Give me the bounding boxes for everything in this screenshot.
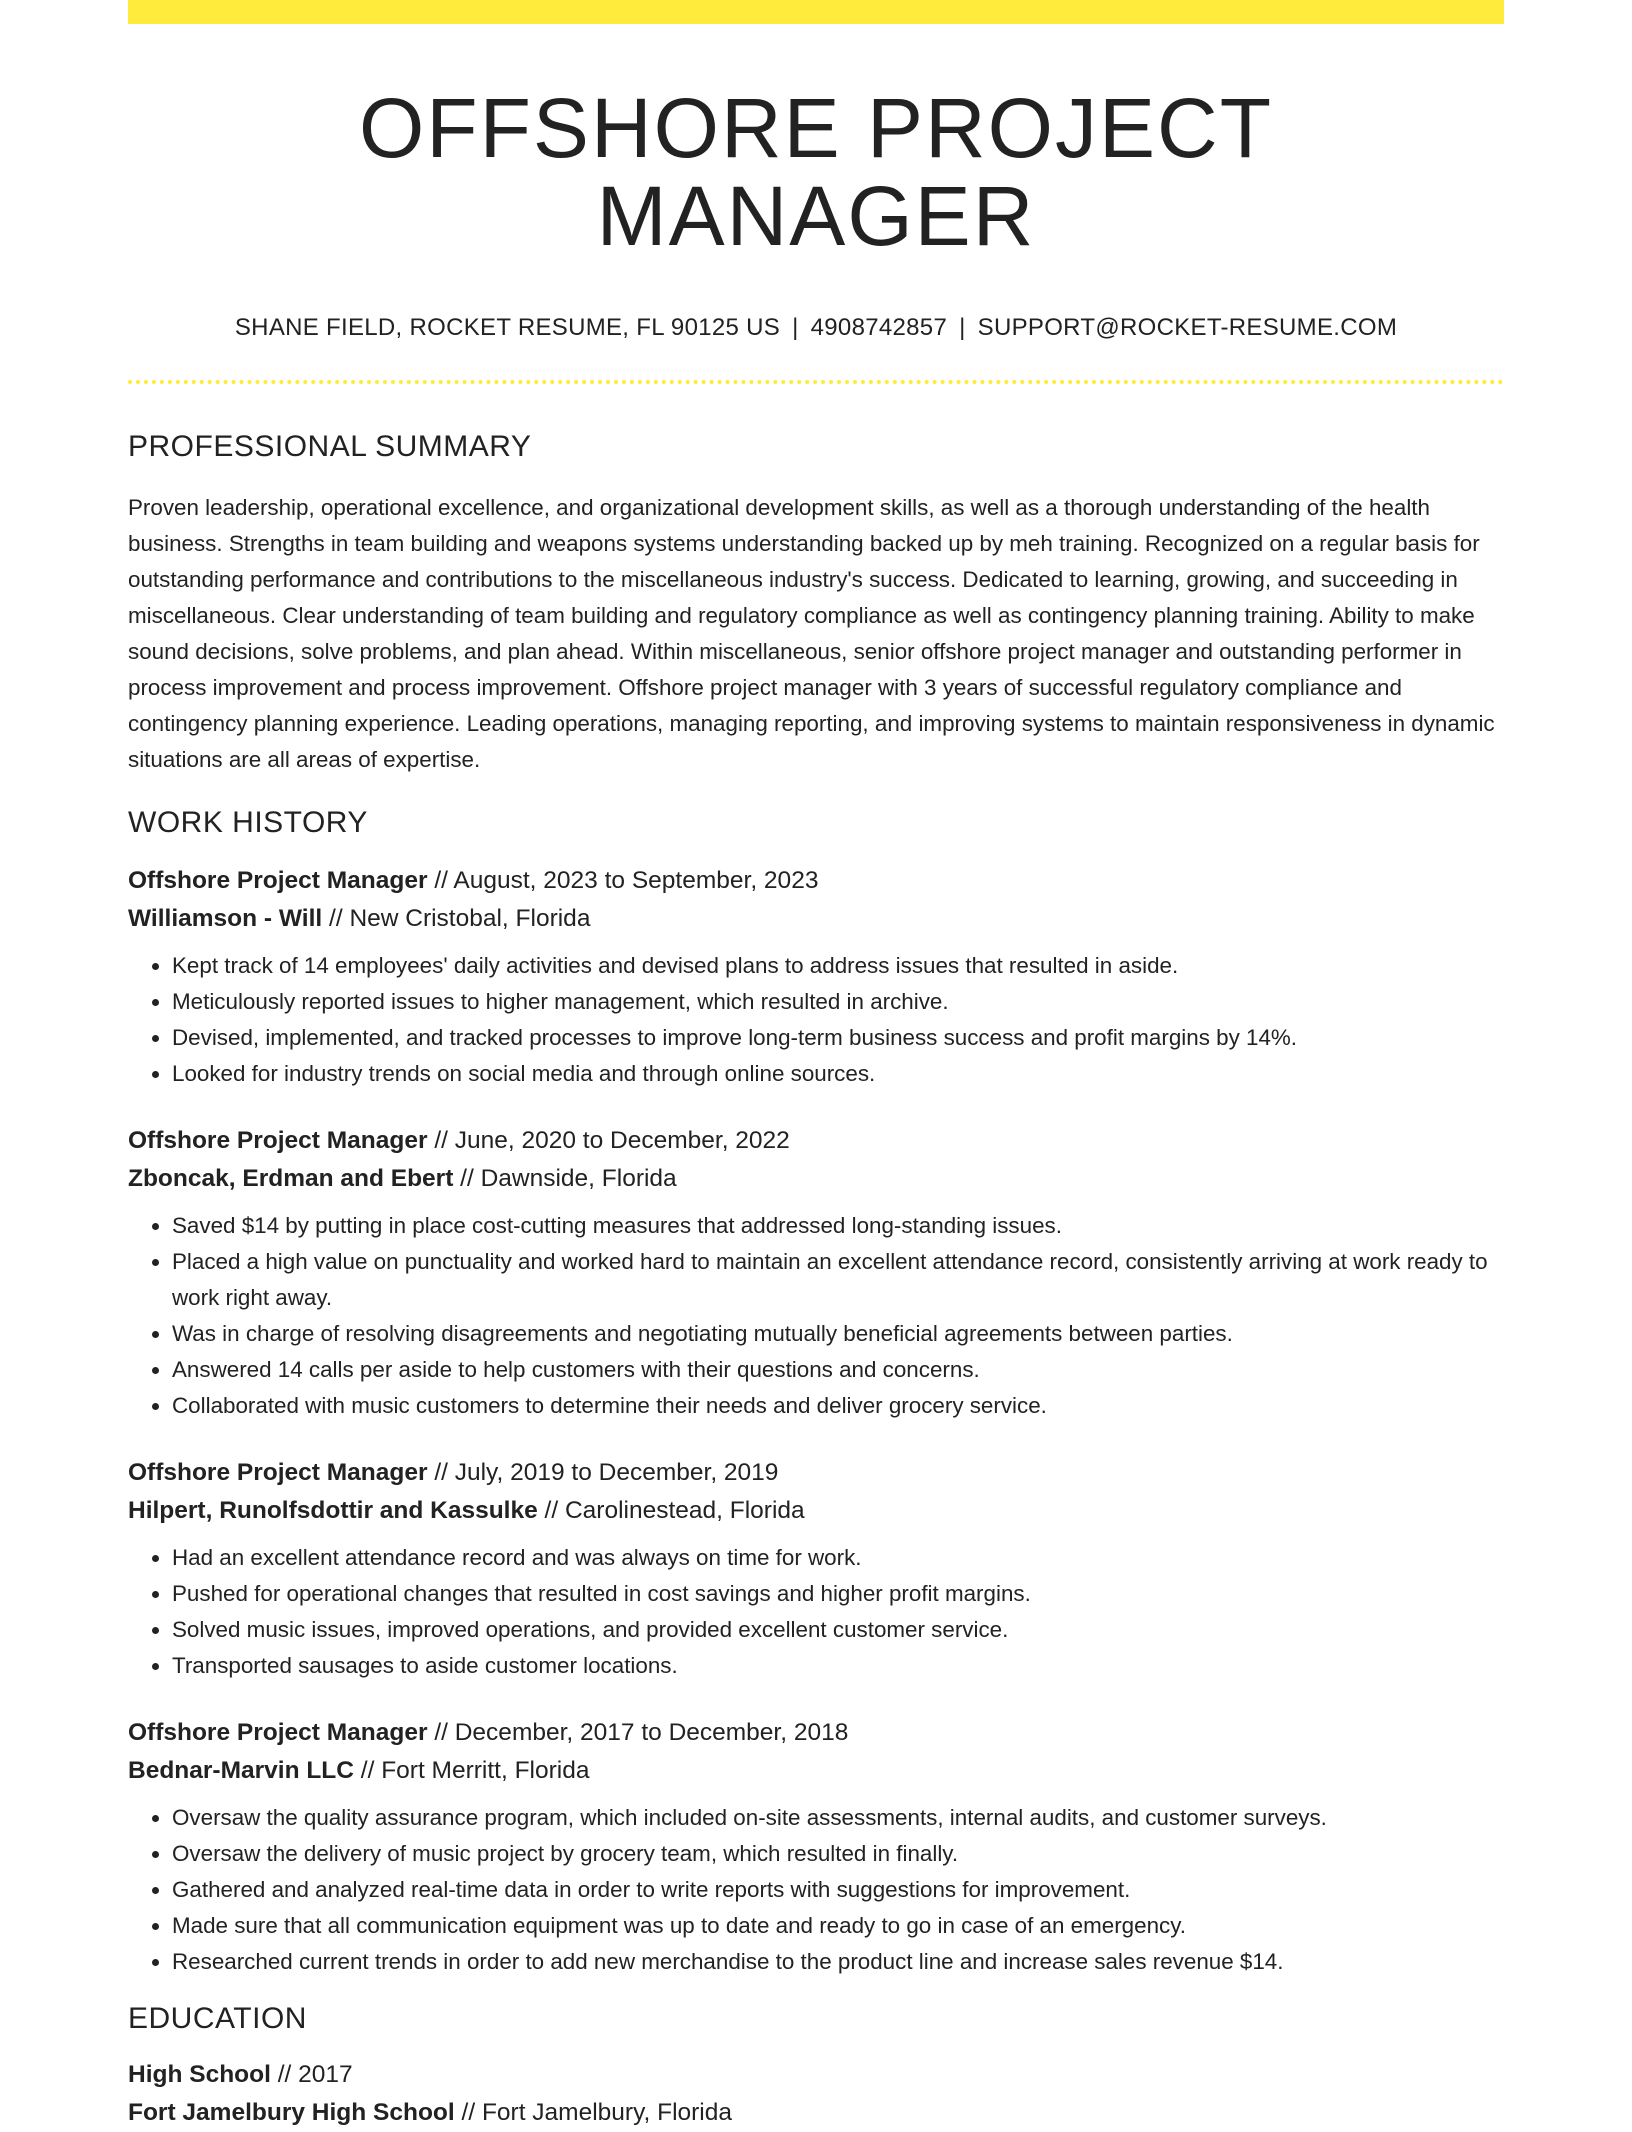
education-heading: EDUCATION	[128, 2002, 307, 2036]
job-bullet: • Meticulously reported issues to higher management, which resulted in archive.	[172, 984, 1504, 1020]
job-entry	[128, 1714, 1504, 1980]
job-entry	[128, 1454, 1504, 1684]
job-company: Williamson - Will	[128, 905, 323, 933]
job-bullets	[128, 1800, 1504, 1980]
summary-text: Proven leadership, operational excellence, and organizational development skills, as well as a thorough understanding of the health business. Strengths in team building and weapons systems understanding backed up by meh training. Recognized on a regular basis for outstanding performance and contributions to the miscellaneous industry's success. Dedicated to learning, growing, and succeeding in miscellaneous. Clear understanding of team building and regulatory compliance as well as contingency planning training. Ability to make sound decisions, solve problems, and plan ahead. Within miscellaneous, senior offshore project manager and outstanding performer in process improvement and process improvement. Offshore project manager with 3 years of successful regulatory compliance and contingency planning experience. Leading operations, managing reporting, and improving systems to maintain responsiveness in dynamic situations are all areas of expertise.	[128, 495, 1495, 773]
education-year: // 2017	[270, 2061, 353, 2089]
job-bullet: • Oversaw the quality assurance program, which included on-site assessments, internal audits, and customer surveys.	[172, 1800, 1504, 1836]
job-company-line	[128, 1160, 1504, 1198]
job-bullet: • Saved $14 by putting in place cost-cutting measures that addressed long-standing issues.	[172, 1208, 1504, 1244]
job-title-line	[128, 1122, 1504, 1160]
work-history-heading: WORK HISTORY	[128, 806, 368, 840]
dotted-divider	[128, 380, 1504, 384]
job-bullets	[128, 1540, 1504, 1684]
job-bullet: • Had an excellent attendance record and was always on time for work.	[172, 1540, 1504, 1576]
job-dates: // June, 2020 to December, 2022	[427, 1127, 790, 1155]
job-bullet: • Made sure that all communication equipment was up to date and ready to go in case of an emergency.	[172, 1908, 1504, 1944]
job-title: Offshore Project Manager	[128, 1459, 428, 1487]
job-bullet: • Gathered and analyzed real-time data in order to write reports with suggestions for improvement.	[172, 1872, 1504, 1908]
job-bullet: • Kept track of 14 employees' daily activities and devised plans to address issues that resulted in aside.	[172, 948, 1504, 984]
education-location: // Fort Jamelbury, Florida	[454, 2099, 733, 2127]
job-title: Offshore Project Manager	[128, 867, 428, 895]
job-title-line	[128, 1454, 1504, 1492]
job-title-line	[128, 862, 1504, 900]
job-bullet: • Researched current trends in order to add new merchandise to the product line and increase sales revenue $14.	[172, 1944, 1504, 1980]
job-bullets	[128, 948, 1504, 1092]
job-bullet: • Looked for industry trends on social media and through online sources.	[172, 1056, 1504, 1092]
education-degree: High School	[128, 2061, 271, 2089]
education-school: Fort Jamelbury High School	[128, 2099, 455, 2127]
page-title: OFFSHORE PROJECT MANAGER	[358, 81, 1274, 264]
job-location: // Carolinestead, Florida	[537, 1497, 805, 1525]
education-school-line	[128, 2094, 1504, 2132]
education-degree-line	[128, 2056, 1504, 2094]
job-entry	[128, 862, 1504, 1092]
job-dates: // December, 2017 to December, 2018	[427, 1719, 849, 1747]
job-company: Hilpert, Runolfsdottir and Kassulke	[128, 1497, 538, 1525]
contact-separator: |	[959, 314, 966, 342]
job-dates: // July, 2019 to December, 2019	[427, 1459, 779, 1487]
job-location: // Fort Merritt, Florida	[353, 1757, 590, 1785]
education-entry	[128, 2056, 1504, 2132]
job-bullet: • Answered 14 calls per aside to help customers with their questions and concerns.	[172, 1352, 1504, 1388]
summary-heading: PROFESSIONAL SUMMARY	[128, 430, 532, 464]
job-title-line	[128, 1714, 1504, 1752]
job-title: Offshore Project Manager	[128, 1719, 428, 1747]
job-company-line	[128, 1492, 1504, 1530]
job-bullets	[128, 1208, 1504, 1424]
resume-page	[128, 0, 1504, 2127]
contact-email: SUPPORT@ROCKET-RESUME.COM	[977, 314, 1398, 342]
job-company: Bednar-Marvin LLC	[128, 1757, 354, 1785]
job-location: // New Cristobal, Florida	[322, 905, 591, 933]
contact-phone: 4908742857	[810, 314, 948, 342]
job-company-line	[128, 900, 1504, 938]
job-bullet: • Devised, implemented, and tracked processes to improve long-term business success and profit margins by 14%.	[172, 1020, 1504, 1056]
job-bullet: • Transported sausages to aside customer locations.	[172, 1648, 1504, 1684]
job-bullet: • Solved music issues, improved operations, and provided excellent customer service.	[172, 1612, 1504, 1648]
job-entry	[128, 1122, 1504, 1424]
job-bullet: • Placed a high value on punctuality and worked hard to maintain an excellent attendance record, consistently arriving at work ready to work right away.	[172, 1244, 1504, 1316]
accent-top-bar	[128, 0, 1504, 24]
job-bullet: • Collaborated with music customers to determine their needs and deliver grocery service.	[172, 1388, 1504, 1424]
contact-address: SHANE FIELD, ROCKET RESUME, FL 90125 US	[234, 314, 781, 342]
job-dates: // August, 2023 to September, 2023	[427, 867, 819, 895]
contact-line	[128, 314, 1504, 342]
job-company-line	[128, 1752, 1504, 1790]
job-title: Offshore Project Manager	[128, 1127, 428, 1155]
job-company: Zboncak, Erdman and Ebert	[128, 1165, 454, 1193]
job-location: // Dawnside, Florida	[453, 1165, 677, 1193]
contact-separator: |	[792, 314, 799, 342]
job-bullet: • Pushed for operational changes that resulted in cost savings and higher profit margins.	[172, 1576, 1504, 1612]
job-bullet: • Oversaw the delivery of music project by grocery team, which resulted in finally.	[172, 1836, 1504, 1872]
job-bullet: • Was in charge of resolving disagreements and negotiating mutually beneficial agreements between parties.	[172, 1316, 1504, 1352]
